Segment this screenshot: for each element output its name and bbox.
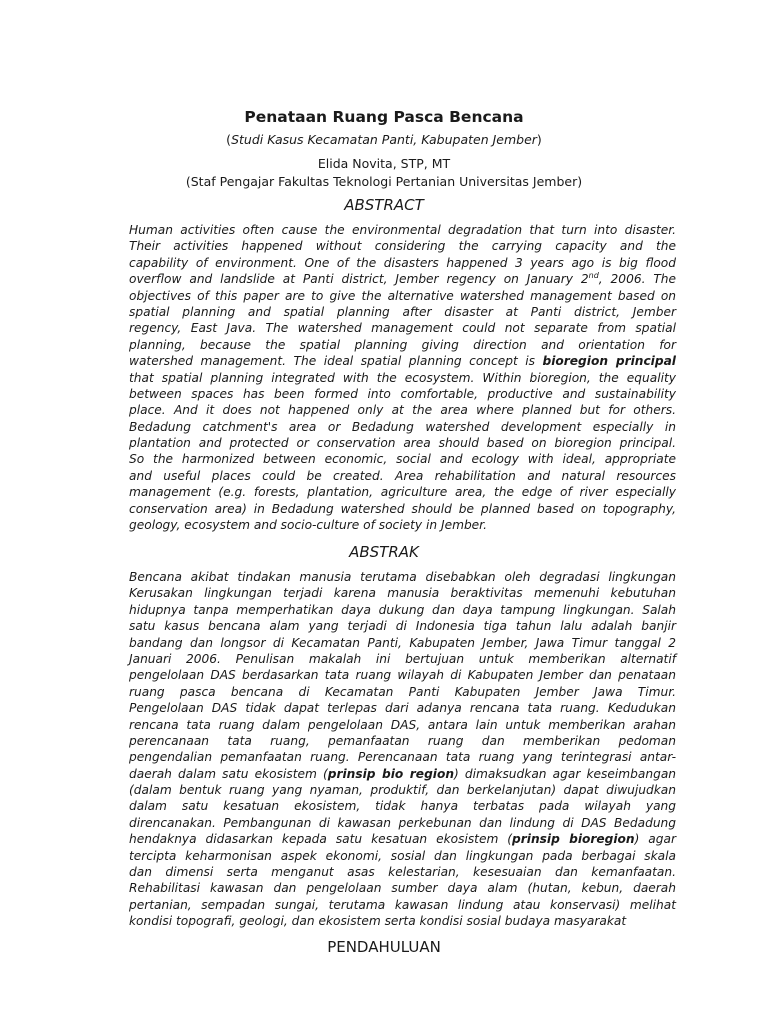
text-line: hidupnya tanpa memperhatikan daya dukung dan daya tampung lingkungan. Salah <box>129 602 676 617</box>
text-line: perencanaan tata ruang, pemanfaatan ruang dan memberikan pedoman <box>129 733 676 748</box>
text-line: between spaces has been formed into comfortable, productive and sustainability <box>129 386 676 401</box>
text-line: kondisi topografi, geologi, dan ekosistem serta kondisi sosial budaya masyarakat <box>129 914 627 929</box>
text-line: (dalam bentuk ruang yang nyaman, produktif, dan berkelanjutan) dapat diwujudkan <box>129 783 676 798</box>
text-line: Januari 2006. Penulisan makalah ini bertujuan untuk memberikan alternatif <box>129 651 676 666</box>
text-line: and useful places could be created. Area rehabilitation and natural resources <box>129 468 676 483</box>
text-line: pengendalian pemanfaatan ruang. Perencanaan tata ruang yang terintegrasi antar- <box>129 750 676 765</box>
text-line: Bedadung catchment's area or Bedadung watershed development especially in <box>129 419 676 434</box>
abstract-body <box>129 222 676 533</box>
emphasis-term: prinsip bio region <box>327 766 455 781</box>
text-line: management (e.g. forests, plantation, agriculture area, the edge of river especially <box>129 485 676 500</box>
text-line: tercipta keharmonisan aspek ekonomi, sosial dan lingkungan pada berbagai skala <box>129 848 676 863</box>
text-line: objectives of this paper are to give the alternative watershed management based on <box>129 288 676 303</box>
text-line: planning, because the spatial planning giving direction and orientation for <box>129 337 676 352</box>
text-line: daerah dalam satu ekosistem (prinsip bio region) dimaksudkan agar keseimbangan <box>129 766 677 781</box>
text-line: overflow and landslide at Panti district, Jember regency on January 2nd, 2006. The <box>129 271 677 287</box>
paper-subtitle: (Studi Kasus Kecamatan Panti, Kabupaten Jember) <box>226 132 542 147</box>
text-line: Human activities often cause the environmental degradation that turn into disaster. <box>129 223 676 237</box>
text-line: rencana tata ruang dalam pengelolaan DAS, antara lain untuk memberikan arahan <box>129 717 676 732</box>
text-line: dalam satu kesatuan ekosistem, tidak hanya terbatas pada wilayah yang <box>129 799 676 814</box>
text-line: Bencana akibat tindakan manusia terutama disebabkan oleh degradasi lingkungan <box>129 570 676 584</box>
emphasis-term: prinsip bioregion <box>512 832 635 847</box>
text-line: bandang dan longsor di Kecamatan Panti, Kabupaten Jember, Jawa Timur tanggal 2 <box>129 635 676 650</box>
text-line: watershed management. The ideal spatial planning concept is bioregion principal <box>129 354 676 369</box>
text-line: capability of environment. One of the disasters happened 3 years ago is big flood <box>129 255 676 270</box>
text-line: Rehabilitasi kawasan dan pengelolaan sumber daya alam (hutan, kebun, daerah <box>129 881 676 896</box>
text-line: direncanakan. Pembangunan di kawasan perkebunan dan lindung di DAS Bedadung <box>129 815 676 830</box>
text-line: So the harmonized between economic, social and ecology with ideal, appropriate <box>129 452 676 467</box>
paper-title: Penataan Ruang Pasca Bencana <box>244 108 524 126</box>
text-line: ruang pasca bencana di Kecamatan Panti Kabupaten Jember Jawa Timur. <box>129 684 676 699</box>
text-line: Pengelolaan DAS tidak dapat terlepas dari adanya rencana tata ruang. Kedudukan <box>129 701 676 716</box>
abstrak-body <box>129 569 676 930</box>
text-line: hendaknya didasarkan kepada satu kesatuan ekosistem (prinsip bioregion) agar <box>129 832 676 847</box>
abstract-heading: ABSTRACT <box>344 196 424 214</box>
author-affiliation: (Staf Pengajar Fakultas Teknologi Pertanian Universitas Jember) <box>185 174 583 189</box>
text-line: pengelolaan DAS berdasarkan tata ruang wilayah di Kabupaten Jember dan penataan <box>129 668 676 683</box>
section-heading-pendahuluan: PENDAHULUAN <box>327 938 441 956</box>
text-line: conservation area) in Bedadung watershed should be planned based on topography, <box>129 501 676 516</box>
text-line: place. And it does not happened only at the area where planned but for others. <box>129 403 676 418</box>
text-line: that spatial planning integrated with the ecosystem. Within bioregion, the equality <box>129 370 676 385</box>
text-line: satu kasus bencana alam yang terjadi di Indonesia tiga tahun lalu adalah banjir <box>129 619 676 634</box>
text-line: Kerusakan lingkungan terjadi karena manusia beraktivitas memenuhi kebutuhan <box>129 586 676 601</box>
emphasis-term: bioregion principal <box>542 354 676 369</box>
author-name: Elida Novita, STP, MT <box>317 156 451 171</box>
text-line: spatial planning and spatial planning after disaster at Panti district, Jember <box>129 304 676 319</box>
text-line: regency, East Java. The watershed management could not separate from spatial <box>129 321 676 336</box>
abstrak-heading: ABSTRAK <box>349 543 419 561</box>
text-line: pertanian, sempadan sungai, terutama kawasan lindung atau konservasi) melihat <box>129 897 676 912</box>
text-line: geology, ecosystem and socio-culture of society in Jember. <box>129 518 487 533</box>
text-line: Their activities happened without considering the carrying capacity and the <box>129 239 676 254</box>
text-line: plantation and protected or conservation area should based on bioregion principal. <box>129 436 676 451</box>
text-line: dan dimensi serta menganut asas kelestarian, kesesuaian dan kemanfaatan. <box>129 865 676 880</box>
